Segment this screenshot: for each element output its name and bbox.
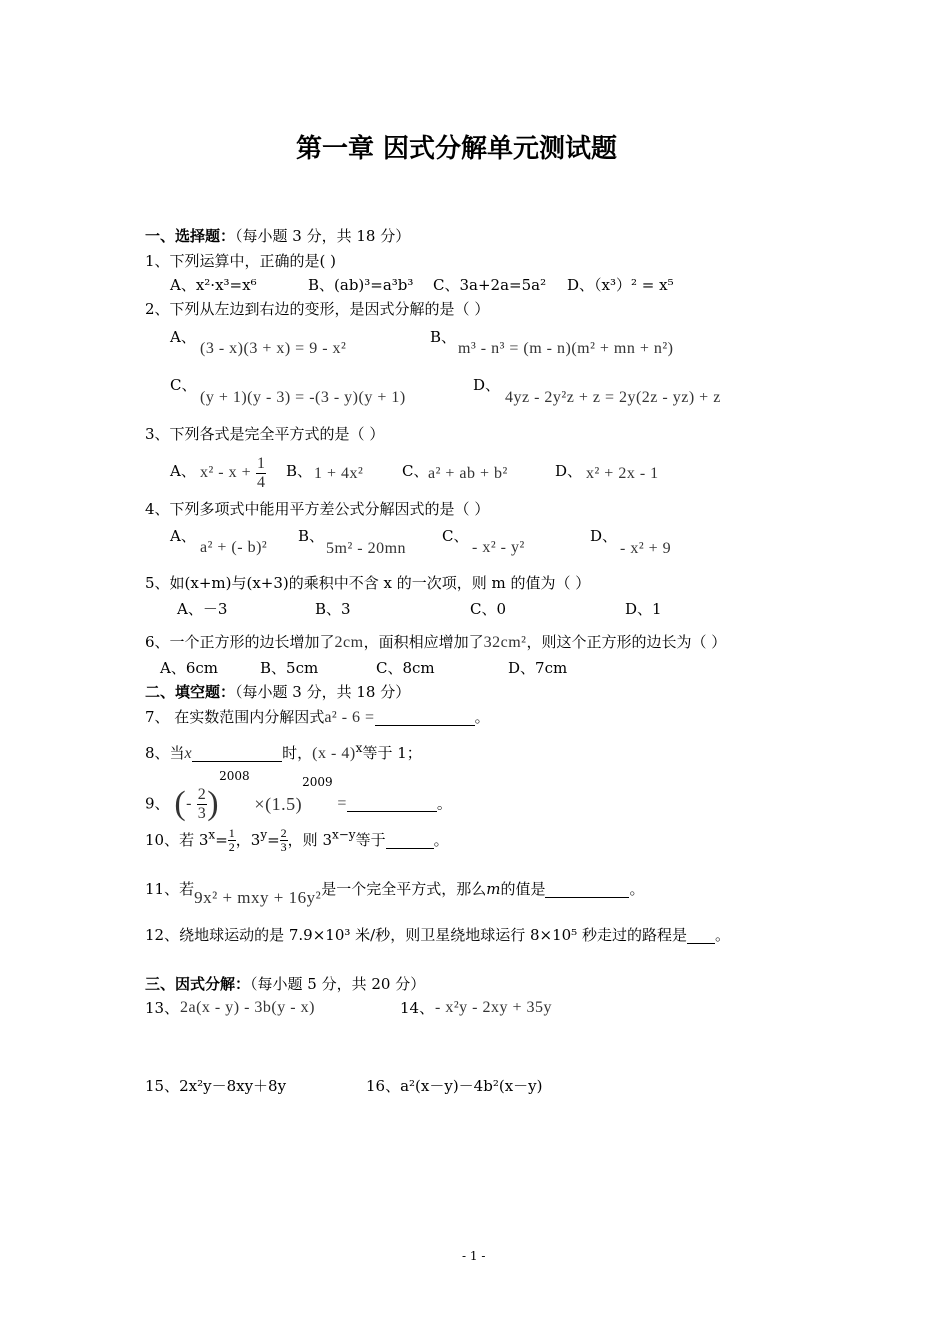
q8-text: 时， bbox=[282, 744, 313, 762]
q3-label-b: B、 bbox=[286, 462, 313, 480]
q5-stem: 5、如(x+m)与(x+3)的乘积中不含 x 的一次项，则 m 的值为（ ） bbox=[145, 574, 591, 592]
q11-text: 的值是 bbox=[500, 880, 546, 898]
answer-blank[interactable] bbox=[347, 796, 437, 812]
q12-end: 。 bbox=[714, 926, 730, 944]
left-paren: ( bbox=[174, 785, 187, 822]
section-note: （每小题 3 分，共 18 分） bbox=[235, 683, 411, 701]
answer-blank[interactable] bbox=[687, 928, 715, 944]
q9-eq: = bbox=[337, 795, 347, 812]
q4-option-a: a² + (- b)² bbox=[200, 539, 268, 556]
q10-text: 10、若 3 bbox=[145, 831, 209, 850]
q3-option-d: x² + 2x - 1 bbox=[586, 465, 659, 482]
q9 bbox=[145, 770, 452, 822]
q14-expr: - x²y - 2xy + 35y bbox=[435, 999, 552, 1016]
q2-label-d: D、 bbox=[473, 376, 501, 394]
q3-option-a bbox=[200, 455, 266, 491]
q4-label-c: C、 bbox=[442, 527, 469, 545]
q6-text: ，则这个正方形的边长为（ ） bbox=[526, 633, 727, 651]
q9-exp1: 2008 bbox=[219, 769, 250, 783]
q15: 15、2x²y－8xy＋8y bbox=[145, 1077, 287, 1095]
q9-exp2: 2009 bbox=[302, 775, 333, 789]
q9-label: 9、 bbox=[145, 794, 170, 813]
q2-option-c: (y + 1)(y - 3) = -(3 - y)(y + 1) bbox=[200, 389, 406, 406]
q10-eq: = bbox=[215, 831, 228, 850]
q10-text: 等于 bbox=[355, 831, 386, 850]
q10-fraction2 bbox=[280, 827, 288, 854]
q7 bbox=[145, 710, 490, 726]
q10-eq: = bbox=[267, 831, 280, 850]
q16: 16、a²(x－y)－4b²(x－y) bbox=[366, 1077, 543, 1095]
q6-option-b: B、5cm bbox=[260, 659, 319, 677]
page-number: - 1 - bbox=[462, 1249, 486, 1263]
q3-label-d: D、 bbox=[555, 462, 583, 480]
q8-expr: (x - 4) bbox=[312, 745, 356, 762]
q4-label-a: A、 bbox=[170, 527, 196, 545]
q11-expr: 9x² + mxy + 16y² bbox=[194, 888, 322, 907]
denominator: 3 bbox=[197, 804, 207, 822]
numerator: 1 bbox=[256, 455, 266, 472]
q9-mid: ×(1.5) bbox=[254, 794, 303, 814]
q1-stem: 1、下列运算中，正确的是( ) bbox=[145, 252, 337, 270]
minus: - bbox=[186, 795, 192, 812]
q7-text: 7、 在实数范围内分解因式 bbox=[145, 708, 325, 726]
answer-blank[interactable] bbox=[545, 882, 629, 898]
q3-option-b: 1 + 4x² bbox=[314, 465, 364, 482]
q2-stem: 2、下列从左边到右边的变形，是因式分解的是（ ） bbox=[145, 300, 490, 318]
q8-var: x bbox=[184, 745, 193, 762]
q14-label: 14、 bbox=[400, 999, 435, 1017]
q10-end: 。 bbox=[433, 831, 449, 850]
q7-expr: a² - 6 = bbox=[324, 709, 375, 726]
q4-option-b: 5m² - 20mn bbox=[326, 540, 407, 557]
q2-label-b: B、 bbox=[430, 328, 457, 346]
denominator: 4 bbox=[256, 473, 266, 491]
q8 bbox=[145, 742, 422, 762]
q10-sup: x bbox=[208, 827, 216, 842]
q5-option-c: C、0 bbox=[470, 600, 507, 618]
q4-option-c: - x² - y² bbox=[472, 539, 525, 556]
q2-option-a: (3 - x)(3 + x) = 9 - x² bbox=[200, 340, 347, 357]
q2-option-d: 4yz - 2y²z + z = 2y(2z - yz) + z bbox=[505, 389, 721, 406]
q10-sup: x−y bbox=[331, 827, 356, 842]
q11-text: 11、若 bbox=[145, 880, 195, 898]
q6-option-a: A、6cm bbox=[160, 659, 219, 677]
q8-exp: x bbox=[355, 741, 363, 755]
q9-fraction bbox=[197, 786, 208, 822]
q2-label-c: C、 bbox=[170, 376, 197, 394]
q1-option-c: C、3a+2a=5a² bbox=[433, 276, 547, 294]
denominator: 3 bbox=[280, 840, 287, 855]
q11-text: 是一个完全平方式，那么 bbox=[321, 880, 487, 898]
q7-end: 。 bbox=[474, 708, 490, 726]
section-heading: 二、填空题： bbox=[145, 683, 236, 701]
section-heading: 一、选择题： bbox=[145, 227, 236, 245]
q3-label-c: C、 bbox=[402, 462, 429, 480]
q3-option-c: a² + ab + b² bbox=[428, 465, 508, 482]
q4-option-d: - x² + 9 bbox=[620, 540, 672, 557]
answer-blank[interactable] bbox=[192, 746, 282, 762]
section-fill bbox=[145, 685, 410, 700]
numerator: 1 bbox=[228, 826, 235, 840]
q6-stem bbox=[145, 635, 726, 651]
q6-text: 6、一个正方形的边长增加了 bbox=[145, 633, 335, 651]
q13-expr: 2a(x - y) - 3b(y - x) bbox=[180, 999, 315, 1016]
q11 bbox=[145, 880, 645, 907]
q2-option-b: m³ - n³ = (m - n)(m² + mn + n²) bbox=[458, 340, 674, 357]
q10-fraction1 bbox=[228, 827, 236, 854]
page-title: 第一章 因式分解单元测试题 bbox=[296, 134, 618, 164]
q11-end: 。 bbox=[629, 880, 645, 898]
answer-blank[interactable] bbox=[375, 710, 475, 726]
q1-option-b: B、(ab)³=a³b³ bbox=[308, 276, 414, 294]
q8-text: 等于 1； bbox=[362, 744, 422, 762]
q2-label-a: A、 bbox=[170, 328, 196, 346]
q10-text: ，则 3 bbox=[287, 831, 332, 850]
q13-label: 13、 bbox=[145, 999, 180, 1017]
q3-label-a: A、 bbox=[170, 462, 196, 480]
answer-blank[interactable] bbox=[386, 833, 434, 849]
section-heading: 三、因式分解： bbox=[145, 975, 251, 993]
numerator: 2 bbox=[197, 785, 207, 803]
q6-option-d: D、7cm bbox=[508, 659, 568, 677]
q5-option-a: A、－3 bbox=[177, 600, 228, 618]
q12 bbox=[145, 928, 730, 944]
section-note: （每小题 3 分，共 18 分） bbox=[235, 227, 411, 245]
q4-label-b: B、 bbox=[298, 527, 325, 545]
q6-value1: 2cm bbox=[334, 634, 364, 651]
q9-end: 。 bbox=[436, 794, 452, 813]
q6-value2: 32cm² bbox=[483, 634, 527, 651]
q8-text: 8、当 bbox=[145, 744, 185, 762]
section-note: （每小题 5 分，共 20 分） bbox=[250, 975, 426, 993]
q4-stem: 4、下列多项式中能用平方差公式分解因式的是（ ） bbox=[145, 500, 490, 518]
q11-var: m bbox=[486, 880, 501, 898]
q5-option-b: B、3 bbox=[315, 600, 351, 618]
q3-a-fraction bbox=[256, 455, 267, 491]
q3-a-expr: x² - x + bbox=[200, 464, 252, 482]
q4-label-d: D、 bbox=[590, 527, 618, 545]
q1-option-a: A、x²·x³=x⁶ bbox=[170, 276, 257, 294]
q10-sup: y bbox=[260, 827, 268, 842]
numerator: 2 bbox=[280, 826, 287, 840]
q12-text: 12、绕地球运动的是 7.9×10³ 米/秒，则卫星绕地球运行 8×10⁵ 秒走过的路程是 bbox=[145, 926, 687, 944]
q6-text: ，面积相应增加了 bbox=[363, 633, 484, 651]
right-paren: ) bbox=[207, 785, 220, 822]
q10-text: ，3 bbox=[235, 831, 261, 850]
section-choice bbox=[145, 229, 410, 244]
section-factor bbox=[145, 977, 425, 992]
q6-option-c: C、8cm bbox=[376, 659, 435, 677]
denominator: 2 bbox=[228, 840, 235, 855]
q5-option-d: D、1 bbox=[625, 600, 662, 618]
q1-option-d: D、（x³）² = x⁵ bbox=[567, 276, 674, 294]
q10 bbox=[145, 827, 449, 854]
q3-stem: 3、下列各式是完全平方式的是（ ） bbox=[145, 425, 385, 443]
